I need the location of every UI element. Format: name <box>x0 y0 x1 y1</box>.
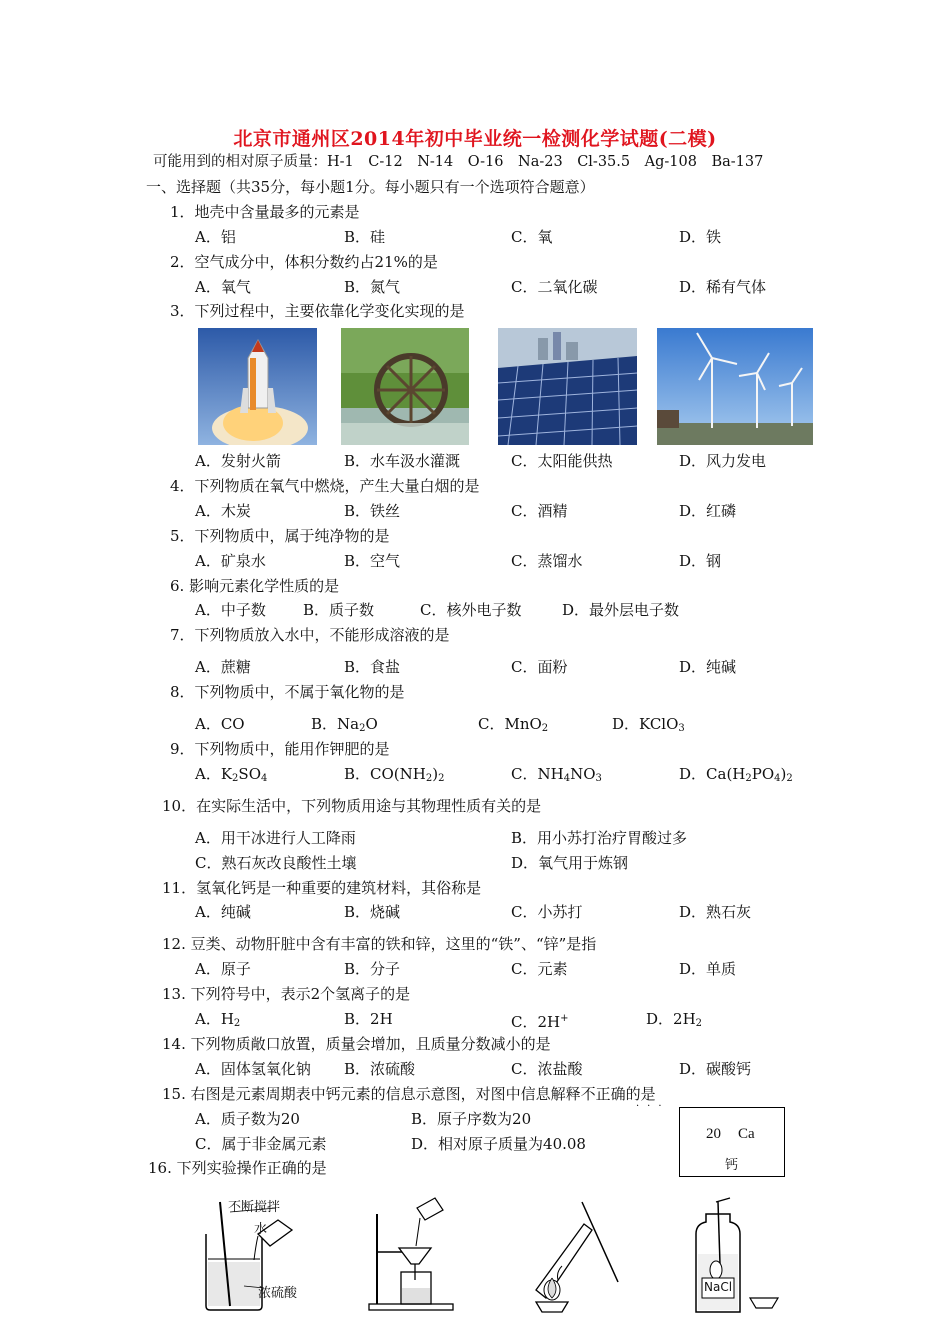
q15-option-d: D．相对原子质量为40.08 <box>411 1135 586 1153</box>
q8-option-d: D．KClO$_3$ <box>612 715 685 734</box>
calcium-element-card <box>679 1107 785 1177</box>
q2-option-d: D．稀有气体 <box>679 278 767 296</box>
q15-option-c: C．属于非金属元素 <box>195 1135 327 1153</box>
q5-option-c: C．蒸馏水 <box>511 552 583 570</box>
q6-option-d: D．最外层电子数 <box>562 601 680 619</box>
q10-option-c: C．熟石灰改良酸性土壤 <box>195 854 357 872</box>
q3-option-d: D．风力发电 <box>679 452 767 470</box>
q14-option-b: B．浓硫酸 <box>344 1060 416 1078</box>
q8-option-c: C．MnO$_2$ <box>478 715 549 734</box>
q7-option-d: D．纯碱 <box>679 658 737 676</box>
section-heading: 一、选择题（共35分，每小题1分。每小题只有一个选项符合题意） <box>146 178 595 196</box>
q11-option-d: D．熟石灰 <box>679 903 752 921</box>
q9-option-b: B．$CO(NH_2)_2$ <box>344 765 445 784</box>
q8-option-a: A．CO <box>195 715 245 733</box>
q10-stem: 10．在实际生活中，下列物质用途与其物理性质有关的是 <box>162 797 542 815</box>
q7-option-a: A．蔗糖 <box>195 658 251 676</box>
q12-option-a: A．原子 <box>195 960 251 978</box>
q9-stem: 9．下列物质中，能用作钾肥的是 <box>170 740 390 758</box>
q7-option-c: C．面粉 <box>511 658 568 676</box>
q5-option-a: A．矿泉水 <box>195 552 266 570</box>
q2-option-a: A．氧气 <box>195 278 251 296</box>
q4-option-d: D．红磷 <box>679 502 737 520</box>
q3-option-b: B．水车汲水灌溉 <box>344 452 461 470</box>
filtration-diagram <box>365 1194 460 1314</box>
solar-panel-image <box>498 328 637 445</box>
q7-stem: 7．下列物质放入水中，不能形成溶液的是 <box>170 626 450 644</box>
q14-stem: 14. 下列物质敞口放置，质量会增加，且质量分数减小的是 <box>162 1035 551 1053</box>
q15-stem: 15. 右图是元素周期表中钙元素的信息示意图，对图中信息解释不正确的是 <box>162 1085 656 1103</box>
q3-option-a: A．发射火箭 <box>195 452 281 470</box>
heating-diagram <box>522 1194 632 1314</box>
q6-option-b: B．质子数 <box>303 601 375 619</box>
label-water: 水 <box>254 1222 268 1237</box>
q11-stem: 11．氢氧化钙是一种重要的建筑材料，其俗称是 <box>162 879 482 897</box>
q11-option-c: C．小苏打 <box>511 903 583 921</box>
dilution-diagram <box>200 1194 325 1314</box>
q15-option-a: A．质子数为20 <box>195 1110 300 1128</box>
q13-stem: 13. 下列符号中，表示2个氢离子的是 <box>162 985 411 1003</box>
q1-option-d: D．铁 <box>679 228 722 246</box>
q6-stem: 6. 影响元素化学性质的是 <box>170 577 340 595</box>
q3-option-c: C．太阳能供热 <box>511 452 613 470</box>
q7-option-b: B．食盐 <box>344 658 401 676</box>
q4-option-c: C．酒精 <box>511 502 568 520</box>
q6-option-a: A．中子数 <box>195 601 266 619</box>
q12-stem: 12. 豆类、动物肝脏中含有丰富的铁和锌，这里的“铁”、“锌”是指 <box>162 935 597 953</box>
q10-option-d: D．氧气用于炼钢 <box>511 854 629 872</box>
q13-option-c: C．2H+ <box>511 1013 569 1031</box>
waterwheel-image <box>341 328 469 445</box>
label-stir: 不断搅拌 <box>228 1200 281 1215</box>
q4-option-b: B．铁丝 <box>344 502 401 520</box>
rocket-launch-image <box>198 328 317 445</box>
q8-option-b: B．$Na_2O$ <box>311 715 378 734</box>
q10-option-b: B．用小苏打治疗胃酸过多 <box>511 829 688 847</box>
element-name: 钙 <box>725 1157 739 1172</box>
q8-stem: 8．下列物质中，不属于氧化物的是 <box>170 683 405 701</box>
q12-option-d: D．单质 <box>679 960 737 978</box>
q11-option-a: A．纯碱 <box>195 903 251 921</box>
element-symbol: Ca <box>738 1126 755 1142</box>
q14-option-a: A．固体氢氧化钠 <box>195 1060 311 1078</box>
q15-option-b: B．原子序数为20 <box>411 1110 532 1128</box>
q9-option-d: D．$Ca(H_2PO_4)_2$ <box>679 765 793 784</box>
q5-option-b: B．空气 <box>344 552 401 570</box>
q12-option-c: C．元素 <box>511 960 568 978</box>
q13-option-b: B．2H <box>344 1010 393 1028</box>
emphasis-dots: ··· <box>636 1101 670 1112</box>
q9-option-c: C．$NH_4NO_3$ <box>511 765 602 784</box>
q12-option-b: B．分子 <box>344 960 401 978</box>
wind-turbine-image <box>657 328 813 445</box>
q2-option-b: B．氮气 <box>344 278 401 296</box>
q1-stem: 1．地壳中含量最多的元素是 <box>170 203 360 221</box>
q2-option-c: C．二氧化碳 <box>511 278 598 296</box>
page-title: 北京市通州区2014年初中毕业统一检测化学试题(二模) <box>233 128 717 150</box>
q1-option-a: A．铝 <box>195 228 236 246</box>
q4-stem: 4．下列物质在氧气中燃烧，产生大量白烟的是 <box>170 477 480 495</box>
q1-option-b: B．硅 <box>344 228 386 246</box>
q1-option-c: C．氧 <box>511 228 553 246</box>
q6-option-c: C．核外电子数 <box>420 601 522 619</box>
q10-option-a: A．用干冰进行人工降雨 <box>195 829 356 847</box>
q14-option-d: D．碳酸钙 <box>679 1060 752 1078</box>
q11-option-b: B．烧碱 <box>344 903 401 921</box>
reagent-bottle-diagram <box>686 1194 786 1314</box>
q13-option-a: A．$H_2$ <box>195 1010 241 1029</box>
label-nacl: NaCl <box>704 1280 733 1294</box>
label-acid: 浓硫酸 <box>258 1286 298 1301</box>
atomic-number: 20 <box>706 1126 721 1142</box>
q14-option-c: C．浓盐酸 <box>511 1060 583 1078</box>
q13-option-d: D．$2H_2$ <box>646 1010 703 1029</box>
q4-option-a: A．木炭 <box>195 502 251 520</box>
atomic-masses: 可能用到的相对原子质量：H-1 C-12 N-14 O-16 Na-23 Cl-35.5 Ag-108 Ba-137 <box>153 154 764 170</box>
q3-stem: 3．下列过程中，主要依靠化学变化实现的是 <box>170 302 465 320</box>
q16-stem: 16. 下列实验操作正确的是 <box>148 1159 327 1177</box>
q9-option-a: A．$K_2SO_4$ <box>195 765 268 784</box>
q2-stem: 2．空气成分中，体积分数约占21%的是 <box>170 253 438 271</box>
q5-option-d: D．钢 <box>679 552 722 570</box>
q5-stem: 5．下列物质中，属于纯净物的是 <box>170 527 390 545</box>
